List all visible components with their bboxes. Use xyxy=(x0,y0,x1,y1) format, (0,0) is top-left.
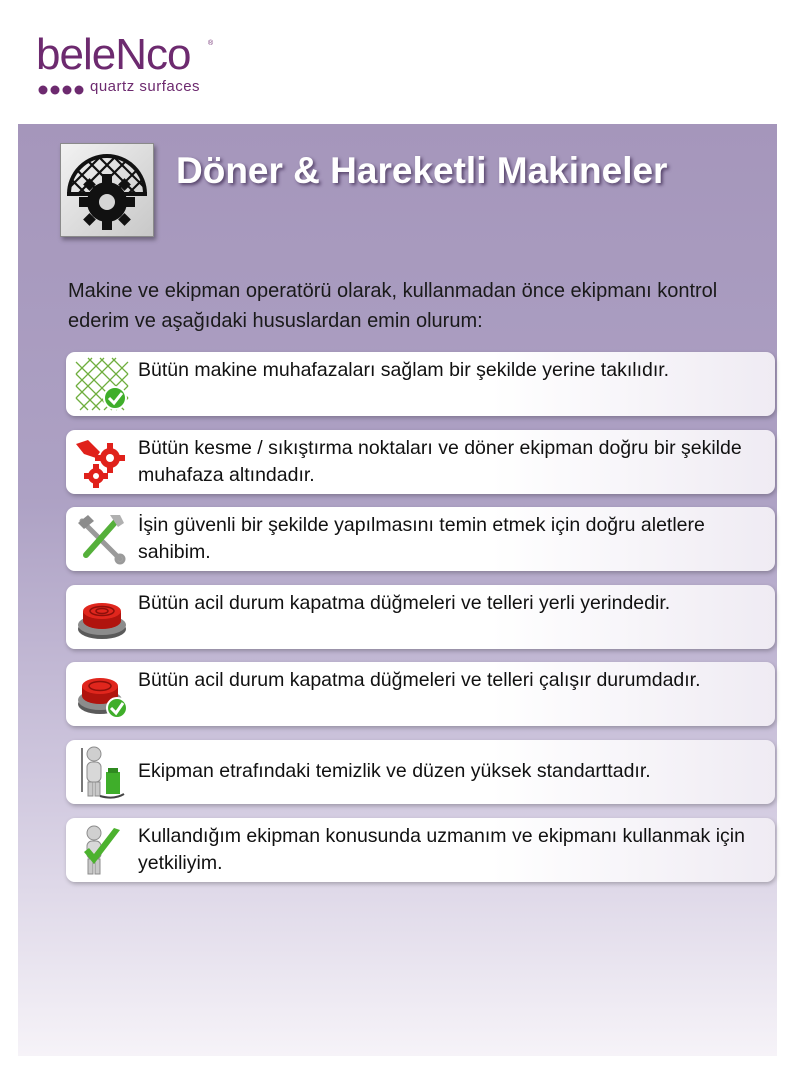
emergency-stop-button-icon xyxy=(74,589,130,645)
checklist-item-tools xyxy=(66,507,775,571)
logo-dots-icon xyxy=(38,84,90,96)
hammer-wrench-icon xyxy=(74,511,130,567)
checklist-item-estop-in-place xyxy=(66,585,775,649)
hand-gear-hazard-icon xyxy=(74,434,130,490)
guard-mesh-check-icon xyxy=(74,356,130,412)
registered-mark: ® xyxy=(208,40,214,47)
checklist-item-guards xyxy=(66,352,775,416)
cleaning-worker-icon xyxy=(74,744,130,800)
checklist-item-text: Bütün acil durum kapatma düğmeleri ve telleri yerli yerindedir. xyxy=(138,592,671,614)
emergency-stop-check-icon xyxy=(74,666,130,722)
checklist-item-housekeeping xyxy=(66,740,775,804)
checklist-item-text: Ekipman etrafındaki temizlik ve düzen yüksek standarttadır. xyxy=(138,760,651,782)
rotating-machinery-icon xyxy=(60,143,154,237)
brand-name: beleNco xyxy=(36,30,191,79)
checklist-item-text: Bütün kesme / sıkıştırma noktaları ve döner ekipman doğru bir şekilde muhafaza altındadır. xyxy=(138,437,742,486)
checklist-item-text: Bütün makine muhafazaları sağlam bir şekilde yerine takılıdır. xyxy=(138,359,670,381)
checklist-item-text: İşin güvenli bir şekilde yapılmasını temin etmek için doğru aletlere sahibim. xyxy=(138,514,705,563)
brand-tagline: quartz surfaces xyxy=(90,78,201,95)
brand-logo xyxy=(36,32,236,102)
checklist-item-text: Kullandığım ekipman konusunda uzmanım ve ekipmanı kullanmak için yetkiliyim. xyxy=(138,825,745,874)
checklist-item-text: Bütün acil durum kapatma düğmeleri ve telleri çalışır durumdadır. xyxy=(138,669,701,691)
checklist-item-estop-working xyxy=(66,662,775,726)
checklist-item-competence xyxy=(66,818,775,882)
person-checkmark-icon xyxy=(74,822,130,878)
page-title: Döner & Hareketli Makineler xyxy=(176,150,668,191)
checklist-item-pinch-points xyxy=(66,430,775,494)
intro-text: Makine ve ekipman operatörü olarak, kullanmadan önce ekipmanı kontrol ederim ve aşağıdaki hususlardan emin olurum: xyxy=(68,280,718,332)
